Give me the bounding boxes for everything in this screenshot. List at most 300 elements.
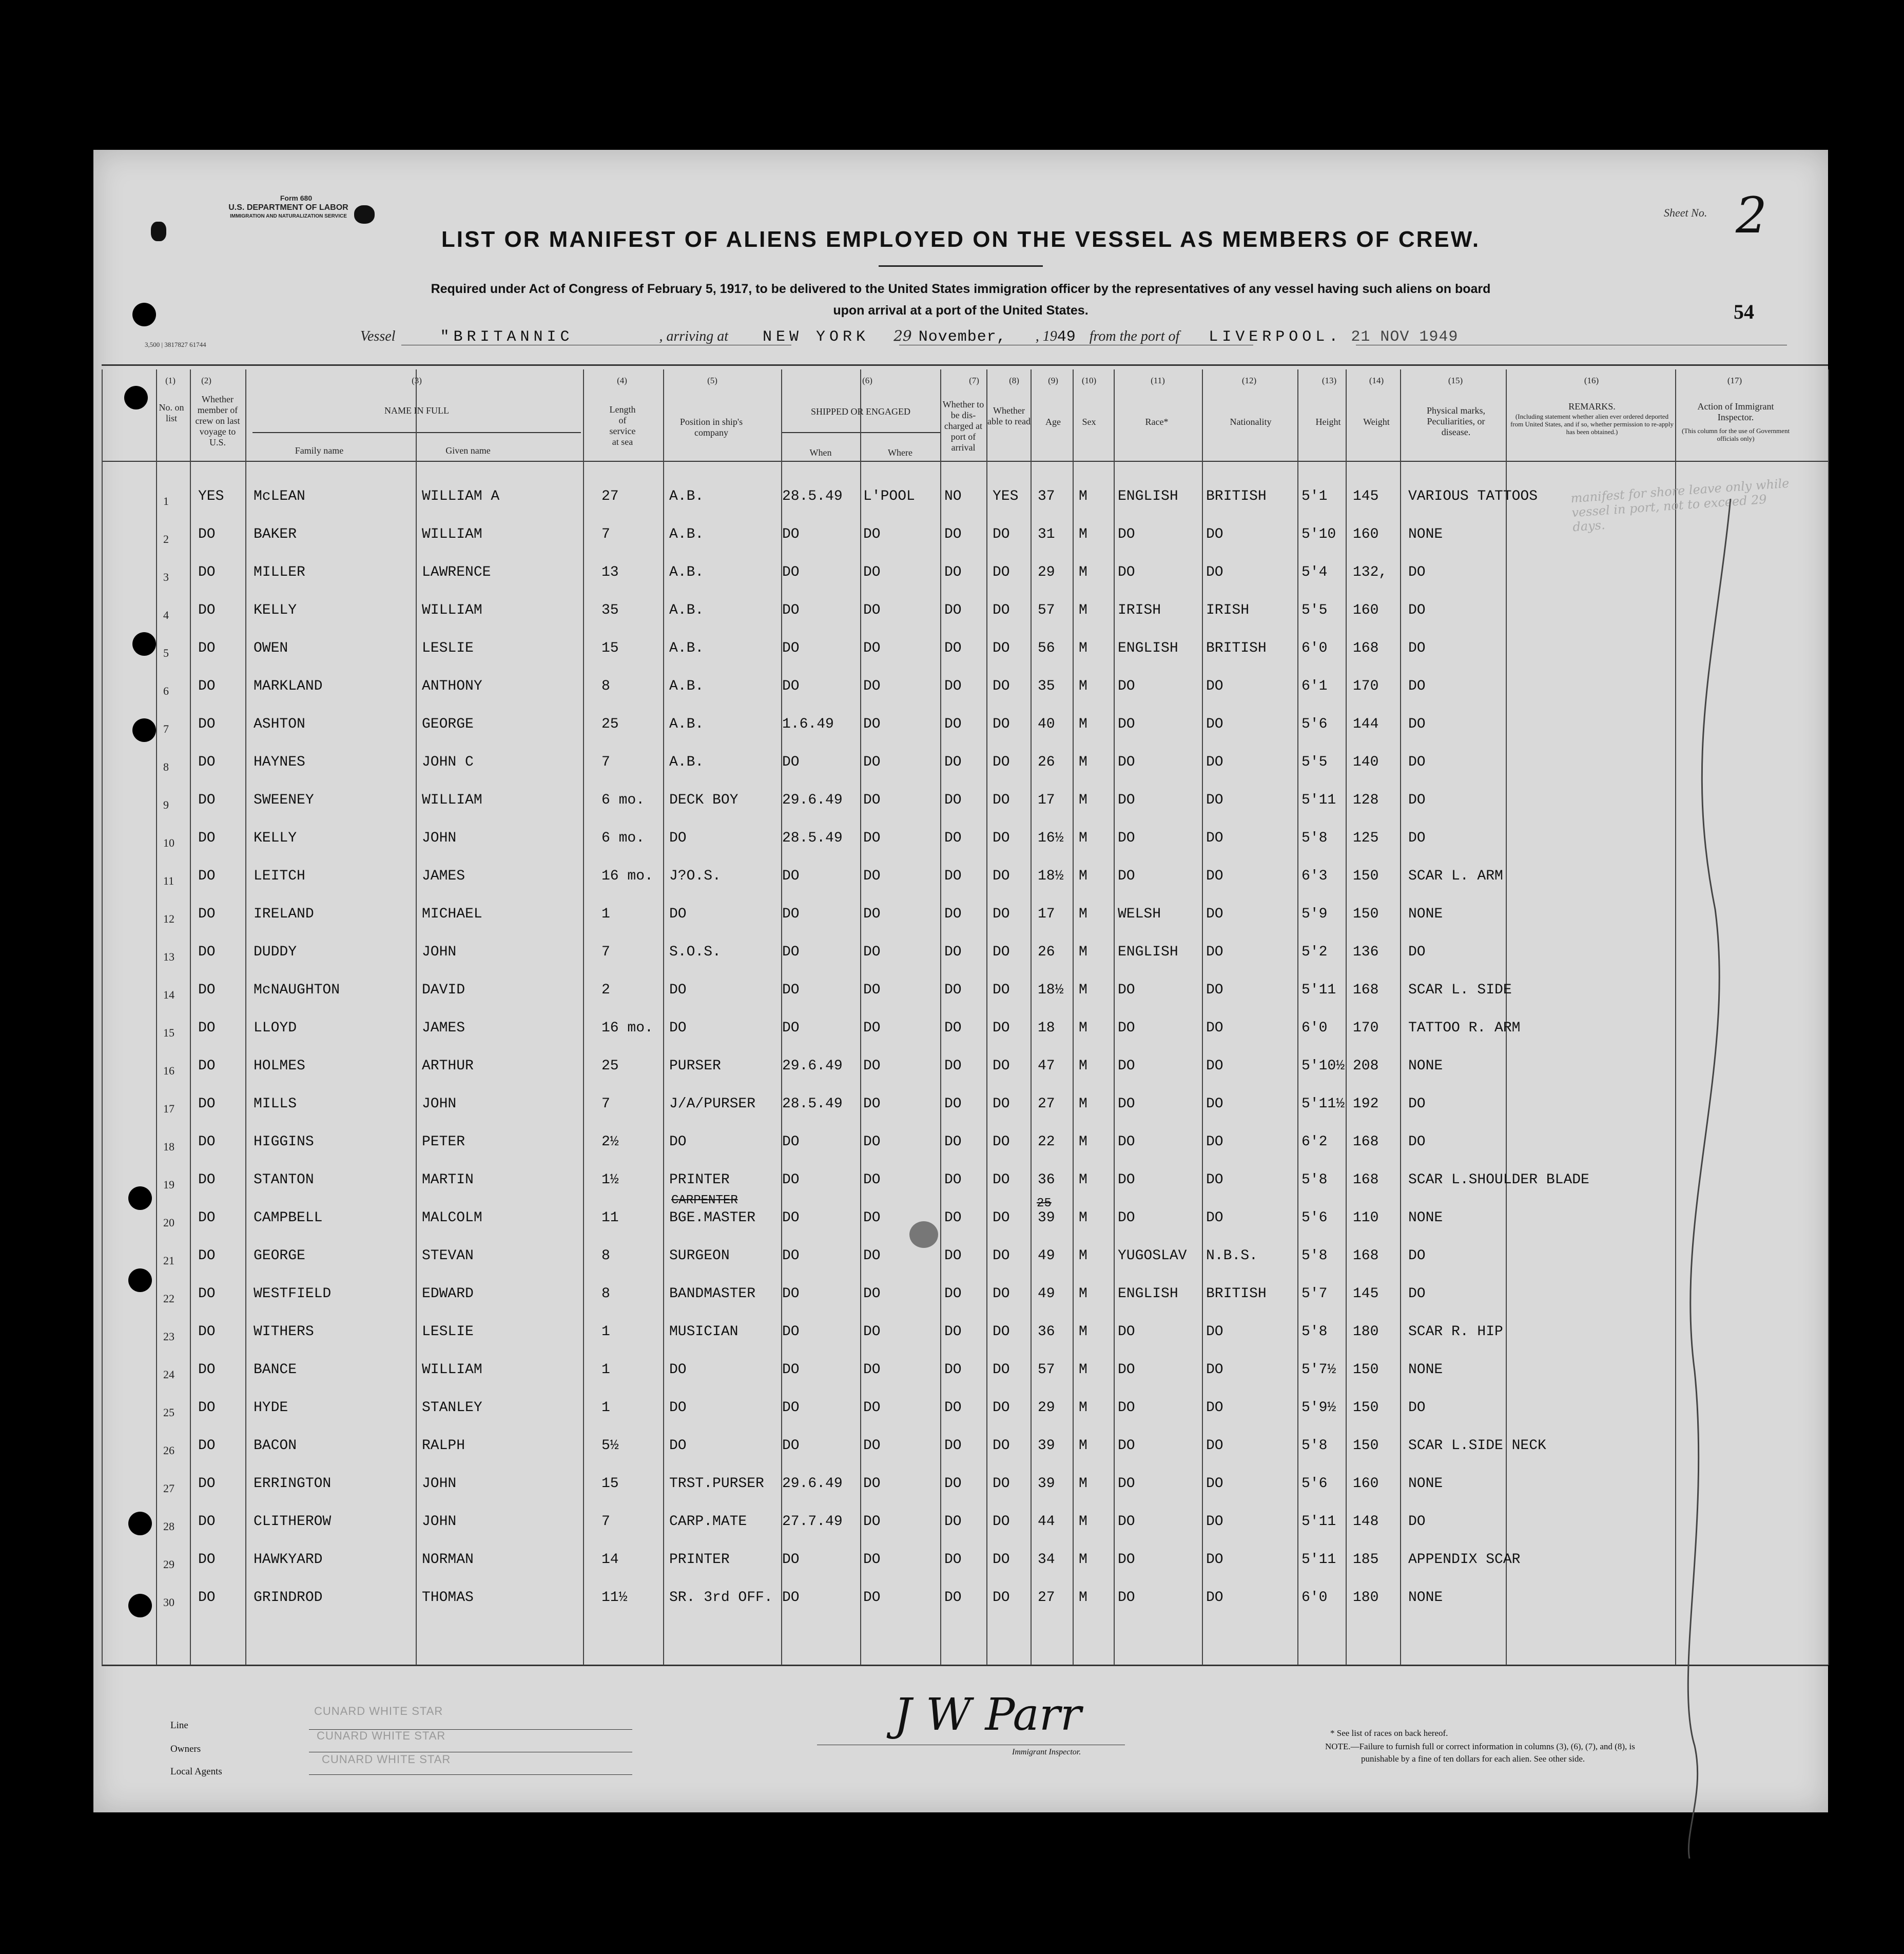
cell-weight: 110 — [1353, 1210, 1379, 1226]
cell-family-name: BANCE — [254, 1362, 297, 1378]
cell-race: ENGLISH — [1118, 944, 1178, 960]
cell-age: 22 — [1038, 1134, 1055, 1150]
cell-height: 5'5 — [1301, 754, 1328, 770]
cell-engaged-where: DO — [863, 1362, 881, 1378]
arrival-year: 49 — [1057, 328, 1076, 346]
cell-discharged: DO — [944, 1286, 962, 1302]
cell-able-to-read: DO — [993, 1552, 1010, 1568]
cell-family-name: McNAUGHTON — [254, 982, 340, 998]
cell-service-length: 1½ — [601, 1172, 619, 1188]
cell-age: 35 — [1038, 678, 1055, 694]
cell-engaged-where: L'POOL — [863, 488, 915, 504]
cell-height: 5'6 — [1301, 1476, 1328, 1492]
cell-given-name: STANLEY — [422, 1400, 482, 1416]
cell-weight: 150 — [1353, 906, 1379, 922]
cell-family-name: STANTON — [254, 1172, 314, 1188]
cell-ship-position: A.B. — [669, 678, 704, 694]
cell-age: 39 — [1038, 1476, 1055, 1492]
cell-height: 6'2 — [1301, 1134, 1328, 1150]
cell-ship-position: A.B. — [669, 488, 704, 504]
cell-engaged-when: DO — [782, 1362, 800, 1378]
cell-engaged-when: 29.6.49 — [782, 1058, 843, 1074]
penalty-note-1: NOTE.—Failure to furnish full or correct information in columns (3), (6), (7), and (8), is — [1325, 1742, 1635, 1751]
cell-family-name: HOLMES — [254, 1058, 305, 1074]
column-rule — [1828, 369, 1829, 1665]
cell-family-name: CAMPBELL — [254, 1210, 323, 1226]
cell-able-to-read: DO — [993, 1286, 1010, 1302]
cell-ship-position: DO — [669, 1438, 687, 1454]
cell-height: 5'11 — [1301, 1552, 1336, 1568]
penalty-note-2: punishable by a fine of ten dollars for each alien. See other side. — [1361, 1754, 1585, 1764]
cell-discharged: DO — [944, 1248, 962, 1264]
cell-age: 37 — [1038, 488, 1055, 504]
cell-given-name: LESLIE — [422, 640, 474, 656]
cell-height: 6'0 — [1301, 1020, 1328, 1036]
agents-underline — [309, 1774, 632, 1775]
remarks-bracket-line — [1582, 499, 1746, 1884]
column-rule — [190, 369, 191, 1665]
col-remarks-note: (Including statement whether alien ever ordered deported from United States, and if so, whether permission to re-apply has been obtained.) — [1510, 413, 1674, 436]
cell-engaged-when: 1.6.49 — [782, 716, 834, 732]
cell-engaged-where: DO — [863, 640, 881, 656]
cell-family-name: HIGGINS — [254, 1134, 314, 1150]
cell-given-name: JOHN — [422, 1476, 457, 1492]
cell-given-name: WILLIAM A — [422, 488, 500, 504]
owners-stamp: CUNARD WHITE STAR — [317, 1729, 446, 1742]
cell-physical-marks: NONE — [1408, 1476, 1443, 1492]
crossed-out-position: CARPENTER — [671, 1194, 738, 1207]
cell-race: DO — [1118, 1324, 1135, 1340]
cell-family-name: DUDDY — [254, 944, 297, 960]
cell-crew-last-voyage: DO — [198, 944, 216, 960]
cell-weight: 170 — [1353, 1020, 1379, 1036]
binder-hole — [124, 386, 148, 409]
cell-discharged: DO — [944, 1096, 962, 1112]
cell-family-name: BACON — [254, 1438, 297, 1454]
binder-hole — [132, 632, 156, 656]
cell-service-length: 2½ — [601, 1134, 619, 1150]
cell-physical-marks: DO — [1408, 1400, 1426, 1416]
cell-crew-last-voyage: DO — [198, 1324, 216, 1340]
cell-weight: 136 — [1353, 944, 1379, 960]
cell-ship-position: BANDMASTER — [669, 1286, 756, 1302]
cell-physical-marks: DO — [1408, 944, 1426, 960]
cell-sex: M — [1079, 906, 1087, 922]
cell-nationality: DO — [1206, 792, 1223, 808]
arrival-month: November, — [918, 328, 1006, 346]
cell-nationality: DO — [1206, 1362, 1223, 1378]
cell-sex: M — [1079, 640, 1087, 656]
cell-height: 5'10 — [1301, 526, 1336, 542]
cell-height: 6'1 — [1301, 678, 1328, 694]
cell-given-name: JAMES — [422, 868, 465, 884]
col-shipped-engaged: SHIPPED OR ENGAGED — [810, 406, 910, 417]
vessel-name: "BRITANNIC — [440, 328, 574, 346]
cell-race: DO — [1118, 982, 1135, 998]
cell-service-length: 14 — [601, 1552, 619, 1568]
received-stamp: 21 NOV 1949 — [1351, 328, 1459, 346]
cell-engaged-where: DO — [863, 564, 881, 580]
subtitle-line-1: Required under Act of Congress of February 5, 1917, to be delivered to the United States immigration officer by the representatives of any vessel having such aliens on board — [431, 282, 1491, 296]
cell-weight: 160 — [1353, 1476, 1379, 1492]
row-number: 17 — [163, 1102, 174, 1115]
cell-discharged: DO — [944, 564, 962, 580]
cell-age: 36 — [1038, 1172, 1055, 1188]
sheet-number: 2 — [1736, 187, 1767, 244]
department-name: U.S. DEPARTMENT OF LABOR — [228, 203, 348, 212]
cell-race: DO — [1118, 1096, 1135, 1112]
cell-age: 27 — [1038, 1590, 1055, 1606]
cell-weight: 160 — [1353, 526, 1379, 542]
cell-age: 26 — [1038, 944, 1055, 960]
cell-crew-last-voyage: DO — [198, 1552, 216, 1568]
cell-race: DO — [1118, 830, 1135, 846]
cell-sex: M — [1079, 1438, 1087, 1454]
row-number: 16 — [163, 1064, 174, 1077]
cell-crew-last-voyage: DO — [198, 1590, 216, 1606]
cell-engaged-when: DO — [782, 1248, 800, 1264]
column-rule — [1073, 369, 1074, 1665]
ink-blot — [354, 205, 375, 224]
cell-given-name: JOHN — [422, 830, 457, 846]
paper-spot — [909, 1221, 938, 1248]
cell-discharged: DO — [944, 944, 962, 960]
cell-sex: M — [1079, 1476, 1087, 1492]
cell-sex: M — [1079, 526, 1087, 542]
cell-race: DO — [1118, 526, 1135, 542]
cell-nationality: DO — [1206, 1476, 1223, 1492]
cell-service-length: 16 mo. — [601, 1020, 653, 1036]
cell-sex: M — [1079, 1096, 1087, 1112]
cell-crew-last-voyage: DO — [198, 982, 216, 998]
cell-weight: 185 — [1353, 1552, 1379, 1568]
cell-height: 5'5 — [1301, 602, 1328, 618]
cell-engaged-where: DO — [863, 906, 881, 922]
row-number: 10 — [163, 836, 174, 849]
cell-nationality: DO — [1206, 1096, 1223, 1112]
cell-sex: M — [1079, 1210, 1087, 1226]
row-number: 4 — [163, 609, 169, 621]
cell-service-length: 16 mo. — [601, 868, 653, 884]
cell-discharged: DO — [944, 1134, 962, 1150]
cell-weight: 180 — [1353, 1324, 1379, 1340]
col-race: Race* — [1145, 417, 1169, 427]
cell-age: 56 — [1038, 640, 1055, 656]
cell-ship-position: A.B. — [669, 602, 704, 618]
cell-crew-last-voyage: DO — [198, 830, 216, 846]
cell-given-name: EDWARD — [422, 1286, 474, 1302]
cell-nationality: BRITISH — [1206, 1286, 1267, 1302]
cell-ship-position: A.B. — [669, 754, 704, 770]
cell-crew-last-voyage: DO — [198, 1362, 216, 1378]
cell-service-length: 6 mo. — [601, 830, 645, 846]
cell-nationality: DO — [1206, 678, 1223, 694]
cell-nationality: DO — [1206, 564, 1223, 580]
cell-weight: 168 — [1353, 1134, 1379, 1150]
cell-engaged-where: DO — [863, 1590, 881, 1606]
cell-family-name: MARKLAND — [254, 678, 323, 694]
cell-physical-marks: NONE — [1408, 1210, 1443, 1226]
colnum-2: (2) — [201, 376, 211, 385]
cell-race: DO — [1118, 1590, 1135, 1606]
cell-crew-last-voyage: DO — [198, 1514, 216, 1530]
cell-height: 5'6 — [1301, 1210, 1328, 1226]
cell-height: 5'11 — [1301, 792, 1336, 808]
row-number: 14 — [163, 988, 174, 1001]
cell-age: 16½ — [1038, 830, 1064, 846]
row-number: 13 — [163, 950, 174, 963]
cell-discharged: DO — [944, 982, 962, 998]
cell-race: DO — [1118, 1400, 1135, 1416]
cell-engaged-when: 28.5.49 — [782, 830, 843, 846]
cell-engaged-where: DO — [863, 1134, 881, 1150]
col-remarks: REMARKS. — [1568, 401, 1616, 412]
colnum-8: (8) — [1009, 376, 1019, 385]
cell-able-to-read: DO — [993, 1210, 1010, 1226]
cell-sex: M — [1079, 1514, 1087, 1530]
cell-nationality: DO — [1206, 944, 1223, 960]
cell-engaged-where: DO — [863, 602, 881, 618]
cell-sex: M — [1079, 982, 1087, 998]
cell-family-name: WESTFIELD — [254, 1286, 332, 1302]
cell-discharged: DO — [944, 1400, 962, 1416]
column-rule — [416, 369, 417, 1665]
cell-service-length: 2 — [601, 982, 610, 998]
cell-physical-marks: NONE — [1408, 906, 1443, 922]
cell-weight: 168 — [1353, 640, 1379, 656]
column-rule — [1506, 369, 1507, 1665]
cell-ship-position: J/A/PURSER — [669, 1096, 756, 1112]
cell-family-name: SWEENEY — [254, 792, 314, 808]
cell-ship-position: PRINTER — [669, 1172, 730, 1188]
cell-nationality: DO — [1206, 1590, 1223, 1606]
cell-engaged-where: DO — [863, 1476, 881, 1492]
cell-able-to-read: DO — [993, 944, 1010, 960]
cell-discharged: DO — [944, 1552, 962, 1568]
colnum-4: (4) — [617, 376, 627, 385]
cell-physical-marks: DO — [1408, 564, 1426, 580]
cell-ship-position: DO — [669, 1134, 687, 1150]
cell-age: 39 — [1038, 1438, 1055, 1454]
cell-engaged-where: DO — [863, 1552, 881, 1568]
cell-engaged-when: DO — [782, 754, 800, 770]
cell-weight: 160 — [1353, 602, 1379, 618]
col-where: Where — [888, 447, 912, 458]
column-rule — [986, 369, 987, 1665]
cell-able-to-read: DO — [993, 1248, 1010, 1264]
cell-family-name: IRELAND — [254, 906, 314, 922]
row-number: 23 — [163, 1330, 174, 1343]
cell-height: 5'10½ — [1301, 1058, 1345, 1074]
cell-physical-marks: SCAR L.SIDE NECK — [1408, 1438, 1546, 1454]
cell-sex: M — [1079, 678, 1087, 694]
cell-nationality: DO — [1206, 1552, 1223, 1568]
cell-engaged-when: DO — [782, 1552, 800, 1568]
cell-race: DO — [1118, 1210, 1135, 1226]
cell-engaged-where: DO — [863, 526, 881, 542]
cell-age: 40 — [1038, 716, 1055, 732]
cell-age: 57 — [1038, 1362, 1055, 1378]
binder-hole — [128, 1512, 152, 1535]
cell-nationality: DO — [1206, 1438, 1223, 1454]
colnum-10: (10) — [1081, 376, 1097, 385]
cell-height: 5'8 — [1301, 1248, 1328, 1264]
cell-age: 34 — [1038, 1552, 1055, 1568]
cell-sex: M — [1079, 1362, 1087, 1378]
cell-nationality: DO — [1206, 868, 1223, 884]
cell-age: 29 — [1038, 564, 1055, 580]
cell-engaged-where: DO — [863, 1096, 881, 1112]
cell-race: IRISH — [1118, 602, 1161, 618]
cell-nationality: DO — [1206, 830, 1223, 846]
cell-able-to-read: DO — [993, 602, 1010, 618]
col-position: Position in ship's company — [679, 417, 743, 438]
cell-height: 5'8 — [1301, 1172, 1328, 1188]
col-sex: Sex — [1082, 417, 1096, 427]
cell-crew-last-voyage: DO — [198, 1286, 216, 1302]
cell-age: 18 — [1038, 1020, 1055, 1036]
cell-race: DO — [1118, 1362, 1135, 1378]
cell-height: 6'0 — [1301, 640, 1328, 656]
cell-engaged-when: DO — [782, 1172, 800, 1188]
cell-weight: 150 — [1353, 1438, 1379, 1454]
cell-sex: M — [1079, 488, 1087, 504]
cell-given-name: WILLIAM — [422, 526, 482, 542]
cell-service-length: 7 — [601, 1096, 610, 1112]
cell-family-name: ASHTON — [254, 716, 305, 732]
races-note: * See list of races on back hereof. — [1330, 1728, 1448, 1738]
cell-discharged: DO — [944, 906, 962, 922]
cell-engaged-when: DO — [782, 564, 800, 580]
cell-height: 5'11 — [1301, 1514, 1336, 1530]
cell-crew-last-voyage: DO — [198, 1020, 216, 1036]
cell-engaged-when: DO — [782, 1590, 800, 1606]
cell-weight: 145 — [1353, 488, 1379, 504]
cell-given-name: STEVAN — [422, 1248, 474, 1264]
column-rule — [1031, 369, 1032, 1665]
colnum-9: (9) — [1048, 376, 1058, 385]
cell-sex: M — [1079, 1590, 1087, 1606]
cell-race: ENGLISH — [1118, 1286, 1178, 1302]
colnum-14: (14) — [1369, 376, 1384, 385]
cell-family-name: OWEN — [254, 640, 288, 656]
cell-physical-marks: NONE — [1408, 1590, 1443, 1606]
cell-engaged-where: DO — [863, 1248, 881, 1264]
cell-family-name: WITHERS — [254, 1324, 314, 1340]
title-rule — [879, 265, 1043, 267]
row-number: 19 — [163, 1178, 174, 1191]
cell-discharged: DO — [944, 1590, 962, 1606]
cell-crew-last-voyage: DO — [198, 868, 216, 884]
cell-service-length: 5½ — [601, 1438, 619, 1454]
cell-given-name: LAWRENCE — [422, 564, 491, 580]
cell-engaged-where: DO — [863, 1172, 881, 1188]
inspector-label: Immigrant Inspector. — [1012, 1748, 1081, 1756]
cell-engaged-where: DO — [863, 1020, 881, 1036]
remarks-handwritten-note: manifest for shore leave only while vessel in port, not to exceed 29 days. — [1570, 476, 1790, 535]
agents-stamp: CUNARD WHITE STAR — [322, 1753, 451, 1766]
colnum-5: (5) — [707, 376, 717, 385]
cell-given-name: PETER — [422, 1134, 465, 1150]
cell-engaged-when: DO — [782, 602, 800, 618]
cell-race: DO — [1118, 868, 1135, 884]
binder-hole — [128, 1268, 152, 1292]
cell-given-name: JOHN — [422, 1096, 457, 1112]
cell-engaged-when: DO — [782, 1324, 800, 1340]
cell-height: 5'7 — [1301, 1286, 1328, 1302]
col-discharged: Whether to be dis-charged at port of arrival — [942, 399, 984, 453]
cell-engaged-where: DO — [863, 716, 881, 732]
cell-engaged-when: DO — [782, 1400, 800, 1416]
cell-sex: M — [1079, 792, 1087, 808]
cell-physical-marks: DO — [1408, 1514, 1426, 1530]
cell-service-length: 15 — [601, 1476, 619, 1492]
cell-ship-position: DO — [669, 1400, 687, 1416]
cell-age: 18½ — [1038, 982, 1064, 998]
cell-discharged: DO — [944, 1362, 962, 1378]
cell-nationality: DO — [1206, 1324, 1223, 1340]
cell-discharged: DO — [944, 1438, 962, 1454]
cell-race: DO — [1118, 1058, 1135, 1074]
cell-sex: M — [1079, 1286, 1087, 1302]
cell-physical-marks: SCAR L. ARM — [1408, 868, 1503, 884]
cell-age: 47 — [1038, 1058, 1055, 1074]
page-number: 54 — [1734, 300, 1754, 323]
cell-crew-last-voyage: DO — [198, 716, 216, 732]
cell-ship-position: PURSER — [669, 1058, 721, 1074]
cell-physical-marks: DO — [1408, 678, 1426, 694]
cell-age: 44 — [1038, 1514, 1055, 1530]
cell-weight: 168 — [1353, 982, 1379, 998]
cell-family-name: LEITCH — [254, 868, 305, 884]
table-top-rule — [102, 364, 1828, 366]
col-family-name: Family name — [295, 445, 344, 456]
cell-able-to-read: DO — [993, 792, 1010, 808]
cell-able-to-read: DO — [993, 1324, 1010, 1340]
cell-height: 5'1 — [1301, 488, 1328, 504]
cell-family-name: HAYNES — [254, 754, 305, 770]
cell-able-to-read: DO — [993, 1514, 1010, 1530]
cell-race: DO — [1118, 792, 1135, 808]
cell-nationality: DO — [1206, 982, 1223, 998]
year-prefix: , 19 — [1035, 328, 1057, 344]
cell-height: 5'6 — [1301, 716, 1328, 732]
cell-engaged-where: DO — [863, 1400, 881, 1416]
cell-family-name: MILLER — [254, 564, 305, 580]
cell-physical-marks: NONE — [1408, 1362, 1443, 1378]
cell-ship-position: BGE.MASTER — [669, 1210, 756, 1226]
cell-age: 57 — [1038, 602, 1055, 618]
cell-sex: M — [1079, 602, 1087, 618]
col-nationality: Nationality — [1230, 417, 1272, 427]
column-rule — [583, 369, 584, 1665]
cell-physical-marks: SCAR L. SIDE — [1408, 982, 1512, 998]
cell-engaged-when: DO — [782, 944, 800, 960]
row-number: 21 — [163, 1254, 174, 1267]
cell-able-to-read: DO — [993, 868, 1010, 884]
cell-sex: M — [1079, 1020, 1087, 1036]
cell-ship-position: A.B. — [669, 716, 704, 732]
cell-crew-last-voyage: DO — [198, 906, 216, 922]
cell-able-to-read: DO — [993, 1400, 1010, 1416]
binder-hole — [128, 1186, 152, 1210]
cell-engaged-where: DO — [863, 1324, 881, 1340]
row-number: 29 — [163, 1558, 174, 1571]
cell-age: 49 — [1038, 1286, 1055, 1302]
cell-ship-position: TRST.PURSER — [669, 1476, 764, 1492]
cell-sex: M — [1079, 1172, 1087, 1188]
cell-nationality: BRITISH — [1206, 488, 1267, 504]
